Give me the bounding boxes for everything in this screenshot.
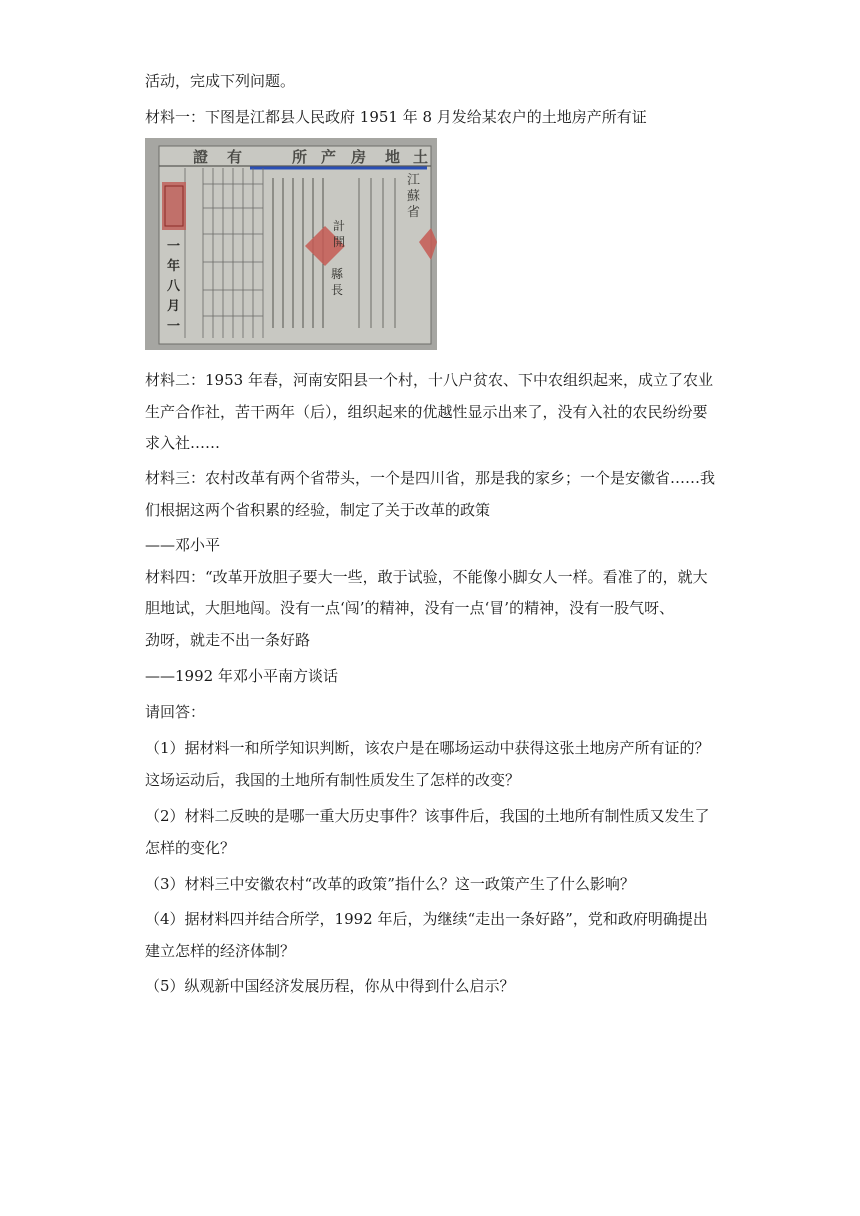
material-one-text: 材料一：下图是江都县人民政府 1951 年 8 月发给某农户的土地房产所有证 xyxy=(145,108,647,126)
header-char: 證 xyxy=(193,148,209,166)
header-char: 产 xyxy=(321,148,337,166)
header-char: 所 xyxy=(292,148,308,166)
text-line: 活动，完成下列问题。 xyxy=(145,72,296,90)
date-char: 一 xyxy=(167,319,181,334)
attribution: ——邓小平 xyxy=(145,536,221,554)
right-title-char: 江 xyxy=(407,173,421,188)
official-char: 縣 xyxy=(331,267,344,281)
date-char: 年 xyxy=(167,259,181,274)
date-char: 月 xyxy=(167,299,181,314)
header-char: 土 xyxy=(413,148,429,166)
text-line: 们根据这两个省积累的经验，制定了关于改革的政策 xyxy=(145,501,491,519)
text-line: 胆地试，大胆地闯。没有一点‘闯’的精神，没有一点‘冒’的精神，没有一股气呀、 xyxy=(145,599,675,617)
material-two-text: 材料二：1953 年春，河南安阳县一个村，十八户贫农、下中农组织起来，成立了农业 xyxy=(145,371,713,389)
material-four-text: 材料四：“改革开放胆子要大一些，敢于试验，不能像小脚女人一样。看准了的，就大 xyxy=(145,568,708,586)
text-line: 建立怎样的经济体制？ xyxy=(145,942,296,960)
question-1: （1）据材料一和所学知识判断，该农户是在哪场运动中获得这张土地房产所有证的？ xyxy=(145,739,710,757)
question-4: （4）据材料四并结合所学，1992 年后，为继续“走出一条好路”，党和政府明确提出 xyxy=(145,910,708,928)
right-title-char: 蘇 xyxy=(407,189,421,204)
question-3: （3）材料三中安徽农村“改革的政策”指什么？这一政策产生了什么影响？ xyxy=(145,875,635,893)
text-line: 劲呀，就走不出一条好路 xyxy=(145,631,311,649)
date-char: 八 xyxy=(167,279,181,294)
header-char: 有 xyxy=(227,148,243,166)
text-line: 这场运动后，我国的土地所有制性质发生了怎样的改变？ xyxy=(145,771,521,789)
official-char: 長 xyxy=(331,283,344,297)
material-three-text: 材料三：农村改革有两个省带头，一个是四川省，那是我的家乡；一个是安徽省……我 xyxy=(145,469,716,487)
header-char: 地 xyxy=(385,148,401,166)
date-char: 一 xyxy=(167,239,181,254)
text-line: 生产合作社，苦干两年（后），组织起来的优越性显示出来了，没有入社的农民纷纷要 xyxy=(145,403,708,421)
header-char: 房 xyxy=(351,148,367,166)
land-certificate-photo xyxy=(145,138,437,350)
right-title-char: 省 xyxy=(407,205,421,220)
mid-char: 開 xyxy=(333,235,346,249)
question-5: （5）纵观新中国经济发展历程，你从中得到什么启示？ xyxy=(145,977,515,995)
questions-heading: 请回答： xyxy=(145,703,206,721)
question-2: （2）材料二反映的是哪一重大历史事件？该事件后，我国的土地所有制性质又发生了 xyxy=(145,807,710,825)
text-line: 求入社…… xyxy=(145,434,221,452)
text-line: 怎样的变化？ xyxy=(145,839,236,857)
mid-char: 計 xyxy=(333,219,346,233)
attribution: ——1992 年邓小平南方谈话 xyxy=(145,667,338,685)
